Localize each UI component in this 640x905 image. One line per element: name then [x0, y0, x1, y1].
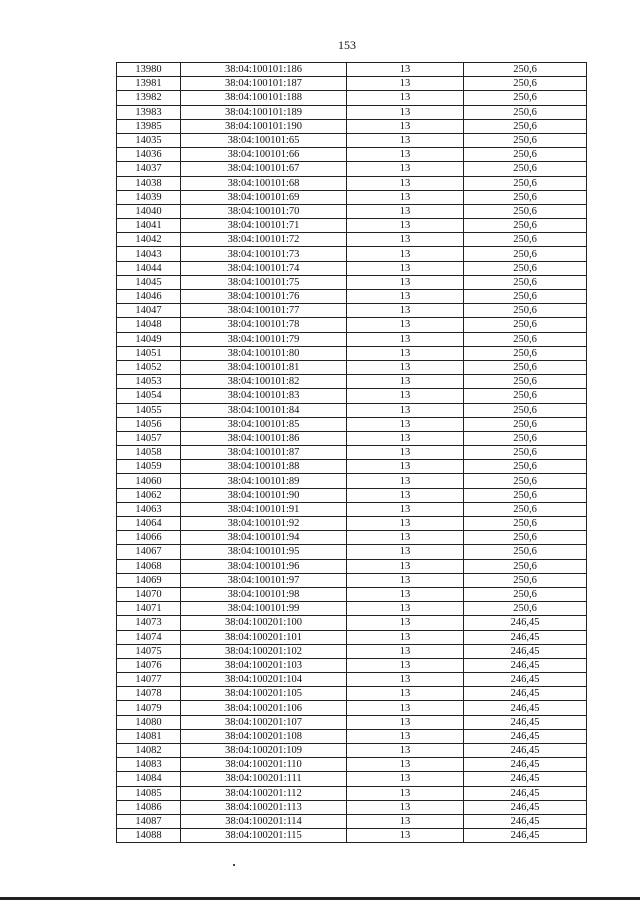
table-row: [117, 502, 587, 516]
table-row: [117, 304, 587, 318]
table-row: [117, 630, 587, 644]
row-id-cell: 14042: [117, 233, 181, 247]
cadastral-number-cell: 38:04:100101:188: [181, 91, 347, 105]
row-id-cell: 13982: [117, 91, 181, 105]
value-cell: 250,6: [464, 545, 587, 559]
row-id-cell: 14039: [117, 190, 181, 204]
code-cell: 13: [347, 701, 464, 715]
row-id-cell: 14085: [117, 786, 181, 800]
cadastral-number-cell: 38:04:100101:99: [181, 602, 347, 616]
row-id-cell: 14044: [117, 261, 181, 275]
table-row: [117, 758, 587, 772]
cadastral-number-cell: 38:04:100201:107: [181, 715, 347, 729]
value-cell: 250,6: [464, 460, 587, 474]
code-cell: 13: [347, 658, 464, 672]
cadastral-number-cell: 38:04:100201:115: [181, 829, 347, 843]
cadastral-number-cell: 38:04:100101:190: [181, 119, 347, 133]
cadastral-number-cell: 38:04:100101:187: [181, 77, 347, 91]
cadastral-number-cell: 38:04:100101:86: [181, 431, 347, 445]
code-cell: 13: [347, 360, 464, 374]
code-cell: 13: [347, 744, 464, 758]
cadastral-number-cell: 38:04:100101:76: [181, 290, 347, 304]
table-row: [117, 587, 587, 601]
table-row: [117, 105, 587, 119]
table-row: [117, 190, 587, 204]
value-cell: 250,6: [464, 573, 587, 587]
code-cell: 13: [347, 644, 464, 658]
table-row: [117, 360, 587, 374]
cadastral-number-cell: 38:04:100101:92: [181, 517, 347, 531]
row-id-cell: 14062: [117, 488, 181, 502]
cadastral-number-cell: 38:04:100201:103: [181, 658, 347, 672]
row-id-cell: 14056: [117, 417, 181, 431]
table-body: [117, 63, 587, 843]
row-id-cell: 14070: [117, 587, 181, 601]
table-row: [117, 77, 587, 91]
row-id-cell: 14079: [117, 701, 181, 715]
code-cell: 13: [347, 148, 464, 162]
code-cell: 13: [347, 63, 464, 77]
cadastral-number-cell: 38:04:100101:66: [181, 148, 347, 162]
value-cell: 246,45: [464, 800, 587, 814]
code-cell: 13: [347, 446, 464, 460]
cadastral-number-cell: 38:04:100201:108: [181, 729, 347, 743]
table-row: [117, 701, 587, 715]
code-cell: 13: [347, 687, 464, 701]
code-cell: 13: [347, 162, 464, 176]
value-cell: 250,6: [464, 133, 587, 147]
table-row: [117, 687, 587, 701]
cadastral-number-cell: 38:04:100201:105: [181, 687, 347, 701]
table-row: [117, 290, 587, 304]
code-cell: 13: [347, 304, 464, 318]
row-id-cell: 14064: [117, 517, 181, 531]
code-cell: 13: [347, 786, 464, 800]
value-cell: 250,6: [464, 176, 587, 190]
value-cell: 250,6: [464, 247, 587, 261]
code-cell: 13: [347, 488, 464, 502]
row-id-cell: 14087: [117, 814, 181, 828]
cadastral-number-cell: 38:04:100101:88: [181, 460, 347, 474]
value-cell: 246,45: [464, 658, 587, 672]
cadastral-number-cell: 38:04:100201:110: [181, 758, 347, 772]
table-row: [117, 63, 587, 77]
value-cell: 250,6: [464, 204, 587, 218]
value-cell: 250,6: [464, 360, 587, 374]
code-cell: 13: [347, 403, 464, 417]
row-id-cell: 14055: [117, 403, 181, 417]
code-cell: 13: [347, 715, 464, 729]
value-cell: 250,6: [464, 517, 587, 531]
table-row: [117, 602, 587, 616]
value-cell: 250,6: [464, 431, 587, 445]
row-id-cell: 14078: [117, 687, 181, 701]
row-id-cell: 14067: [117, 545, 181, 559]
row-id-cell: 14037: [117, 162, 181, 176]
value-cell: 250,6: [464, 318, 587, 332]
table-row: [117, 814, 587, 828]
table-row: [117, 261, 587, 275]
row-id-cell: 14074: [117, 630, 181, 644]
code-cell: 13: [347, 772, 464, 786]
value-cell: 250,6: [464, 403, 587, 417]
row-id-cell: 14054: [117, 389, 181, 403]
code-cell: 13: [347, 190, 464, 204]
cadastral-number-cell: 38:04:100101:98: [181, 587, 347, 601]
row-id-cell: 14052: [117, 360, 181, 374]
cadastral-number-cell: 38:04:100101:70: [181, 204, 347, 218]
row-id-cell: 14051: [117, 346, 181, 360]
table-row: [117, 162, 587, 176]
value-cell: 250,6: [464, 488, 587, 502]
table-row: [117, 786, 587, 800]
value-cell: 250,6: [464, 148, 587, 162]
value-cell: 250,6: [464, 77, 587, 91]
row-id-cell: 14073: [117, 616, 181, 630]
page-number: 153: [338, 38, 356, 52]
cadastral-number-cell: 38:04:100101:67: [181, 162, 347, 176]
value-cell: 250,6: [464, 389, 587, 403]
code-cell: 13: [347, 389, 464, 403]
table-row: [117, 772, 587, 786]
value-cell: 250,6: [464, 105, 587, 119]
cadastral-number-cell: 38:04:100201:109: [181, 744, 347, 758]
value-cell: 250,6: [464, 119, 587, 133]
table-row: [117, 460, 587, 474]
cadastral-number-cell: 38:04:100101:186: [181, 63, 347, 77]
value-cell: 246,45: [464, 758, 587, 772]
code-cell: 13: [347, 247, 464, 261]
row-id-cell: 14060: [117, 474, 181, 488]
row-id-cell: 14082: [117, 744, 181, 758]
value-cell: 250,6: [464, 332, 587, 346]
cadastral-number-cell: 38:04:100201:111: [181, 772, 347, 786]
value-cell: 250,6: [464, 275, 587, 289]
table-row: [117, 744, 587, 758]
code-cell: 13: [347, 290, 464, 304]
table-row: [117, 389, 587, 403]
table-row: [117, 204, 587, 218]
stray-mark: [233, 864, 235, 866]
value-cell: 250,6: [464, 346, 587, 360]
row-id-cell: 14058: [117, 446, 181, 460]
table-row: [117, 545, 587, 559]
cadastral-number-cell: 38:04:100101:79: [181, 332, 347, 346]
cadastral-number-cell: 38:04:100101:69: [181, 190, 347, 204]
code-cell: 13: [347, 133, 464, 147]
code-cell: 13: [347, 517, 464, 531]
cadastral-number-cell: 38:04:100101:90: [181, 488, 347, 502]
value-cell: 246,45: [464, 687, 587, 701]
cadastral-number-cell: 38:04:100101:71: [181, 219, 347, 233]
cadastral-number-cell: 38:04:100101:97: [181, 573, 347, 587]
row-id-cell: 14059: [117, 460, 181, 474]
value-cell: 246,45: [464, 829, 587, 843]
row-id-cell: 14088: [117, 829, 181, 843]
code-cell: 13: [347, 616, 464, 630]
table-row: [117, 673, 587, 687]
code-cell: 13: [347, 814, 464, 828]
code-cell: 13: [347, 630, 464, 644]
table-row: [117, 488, 587, 502]
code-cell: 13: [347, 261, 464, 275]
cadastral-number-cell: 38:04:100201:113: [181, 800, 347, 814]
cadastral-number-cell: 38:04:100101:68: [181, 176, 347, 190]
code-cell: 13: [347, 602, 464, 616]
table-row: [117, 800, 587, 814]
table-row: [117, 403, 587, 417]
row-id-cell: 14063: [117, 502, 181, 516]
table-row: [117, 346, 587, 360]
row-id-cell: 14080: [117, 715, 181, 729]
row-id-cell: 14053: [117, 375, 181, 389]
row-id-cell: 14068: [117, 559, 181, 573]
table-row: [117, 431, 587, 445]
table-row: [117, 446, 587, 460]
code-cell: 13: [347, 460, 464, 474]
value-cell: 246,45: [464, 715, 587, 729]
row-id-cell: 14043: [117, 247, 181, 261]
table-row: [117, 644, 587, 658]
code-cell: 13: [347, 275, 464, 289]
row-id-cell: 14075: [117, 644, 181, 658]
row-id-cell: 14045: [117, 275, 181, 289]
value-cell: 246,45: [464, 630, 587, 644]
row-id-cell: 14066: [117, 531, 181, 545]
value-cell: 250,6: [464, 559, 587, 573]
code-cell: 13: [347, 176, 464, 190]
table-row: [117, 375, 587, 389]
code-cell: 13: [347, 204, 464, 218]
table-row: [117, 658, 587, 672]
table-row: [117, 559, 587, 573]
row-id-cell: 14069: [117, 573, 181, 587]
row-id-cell: 14047: [117, 304, 181, 318]
cadastral-number-cell: 38:04:100201:114: [181, 814, 347, 828]
cadastral-number-cell: 38:04:100101:189: [181, 105, 347, 119]
cadastral-number-cell: 38:04:100101:77: [181, 304, 347, 318]
code-cell: 13: [347, 559, 464, 573]
row-id-cell: 14071: [117, 602, 181, 616]
row-id-cell: 14081: [117, 729, 181, 743]
code-cell: 13: [347, 545, 464, 559]
table-row: [117, 729, 587, 743]
row-id-cell: 14040: [117, 204, 181, 218]
table-row: [117, 616, 587, 630]
row-id-cell: 14084: [117, 772, 181, 786]
code-cell: 13: [347, 91, 464, 105]
code-cell: 13: [347, 119, 464, 133]
row-id-cell: 14077: [117, 673, 181, 687]
cadastral-number-cell: 38:04:100201:112: [181, 786, 347, 800]
value-cell: 250,6: [464, 474, 587, 488]
cadastral-number-cell: 38:04:100101:73: [181, 247, 347, 261]
code-cell: 13: [347, 758, 464, 772]
value-cell: 246,45: [464, 786, 587, 800]
table-row: [117, 219, 587, 233]
cadastral-number-cell: 38:04:100101:85: [181, 417, 347, 431]
value-cell: 250,6: [464, 63, 587, 77]
value-cell: 250,6: [464, 602, 587, 616]
code-cell: 13: [347, 233, 464, 247]
value-cell: 250,6: [464, 233, 587, 247]
value-cell: 246,45: [464, 814, 587, 828]
cadastral-number-cell: 38:04:100101:96: [181, 559, 347, 573]
cadastral-number-cell: 38:04:100201:102: [181, 644, 347, 658]
code-cell: 13: [347, 729, 464, 743]
cadastral-number-cell: 38:04:100101:83: [181, 389, 347, 403]
value-cell: 250,6: [464, 162, 587, 176]
value-cell: 250,6: [464, 290, 587, 304]
value-cell: 250,6: [464, 304, 587, 318]
table-row: [117, 318, 587, 332]
row-id-cell: 14049: [117, 332, 181, 346]
code-cell: 13: [347, 77, 464, 91]
code-cell: 13: [347, 219, 464, 233]
cadastral-number-cell: 38:04:100101:89: [181, 474, 347, 488]
cadastral-number-cell: 38:04:100101:94: [181, 531, 347, 545]
row-id-cell: 14086: [117, 800, 181, 814]
cadastral-number-cell: 38:04:100201:100: [181, 616, 347, 630]
value-cell: 250,6: [464, 91, 587, 105]
row-id-cell: 14046: [117, 290, 181, 304]
table-row: [117, 531, 587, 545]
code-cell: 13: [347, 531, 464, 545]
table-row: [117, 573, 587, 587]
table-row: [117, 474, 587, 488]
table-row: [117, 517, 587, 531]
value-cell: 250,6: [464, 531, 587, 545]
cadastral-number-cell: 38:04:100101:80: [181, 346, 347, 360]
row-id-cell: 14083: [117, 758, 181, 772]
cadastral-number-cell: 38:04:100101:87: [181, 446, 347, 460]
value-cell: 246,45: [464, 729, 587, 743]
code-cell: 13: [347, 431, 464, 445]
code-cell: 13: [347, 800, 464, 814]
code-cell: 13: [347, 375, 464, 389]
cadastral-number-cell: 38:04:100201:101: [181, 630, 347, 644]
table-row: [117, 247, 587, 261]
cadastral-number-cell: 38:04:100101:72: [181, 233, 347, 247]
code-cell: 13: [347, 474, 464, 488]
code-cell: 13: [347, 829, 464, 843]
table-row: [117, 332, 587, 346]
bottom-border: [0, 897, 640, 900]
value-cell: 246,45: [464, 644, 587, 658]
row-id-cell: 13981: [117, 77, 181, 91]
cadastral-number-cell: 38:04:100101:84: [181, 403, 347, 417]
row-id-cell: 13983: [117, 105, 181, 119]
value-cell: 250,6: [464, 417, 587, 431]
row-id-cell: 14036: [117, 148, 181, 162]
table-row: [117, 91, 587, 105]
value-cell: 246,45: [464, 616, 587, 630]
code-cell: 13: [347, 346, 464, 360]
table-row: [117, 119, 587, 133]
code-cell: 13: [347, 587, 464, 601]
value-cell: 246,45: [464, 772, 587, 786]
value-cell: 250,6: [464, 375, 587, 389]
code-cell: 13: [347, 318, 464, 332]
table-row: [117, 715, 587, 729]
code-cell: 13: [347, 502, 464, 516]
code-cell: 13: [347, 417, 464, 431]
cadastral-number-cell: 38:04:100101:75: [181, 275, 347, 289]
code-cell: 13: [347, 105, 464, 119]
value-cell: 250,6: [464, 219, 587, 233]
value-cell: 250,6: [464, 502, 587, 516]
value-cell: 250,6: [464, 587, 587, 601]
table-row: [117, 148, 587, 162]
cadastral-number-cell: 38:04:100101:81: [181, 360, 347, 374]
code-cell: 13: [347, 332, 464, 346]
table-row: [117, 829, 587, 843]
row-id-cell: 14076: [117, 658, 181, 672]
cadastral-number-cell: 38:04:100101:78: [181, 318, 347, 332]
row-id-cell: 14041: [117, 219, 181, 233]
table-row: [117, 233, 587, 247]
value-cell: 250,6: [464, 190, 587, 204]
cadastral-number-cell: 38:04:100101:91: [181, 502, 347, 516]
cadastral-number-cell: 38:04:100101:82: [181, 375, 347, 389]
row-id-cell: 13985: [117, 119, 181, 133]
cadastral-number-cell: 38:04:100101:74: [181, 261, 347, 275]
cadastral-number-cell: 38:04:100201:106: [181, 701, 347, 715]
value-cell: 246,45: [464, 673, 587, 687]
row-id-cell: 14048: [117, 318, 181, 332]
data-table: [116, 62, 587, 843]
row-id-cell: 14057: [117, 431, 181, 445]
value-cell: 250,6: [464, 261, 587, 275]
code-cell: 13: [347, 573, 464, 587]
value-cell: 246,45: [464, 701, 587, 715]
value-cell: 250,6: [464, 446, 587, 460]
cadastral-number-cell: 38:04:100101:65: [181, 133, 347, 147]
code-cell: 13: [347, 673, 464, 687]
table-row: [117, 417, 587, 431]
table-row: [117, 133, 587, 147]
row-id-cell: 14038: [117, 176, 181, 190]
row-id-cell: 14035: [117, 133, 181, 147]
cadastral-number-cell: 38:04:100201:104: [181, 673, 347, 687]
table-row: [117, 275, 587, 289]
cadastral-number-cell: 38:04:100101:95: [181, 545, 347, 559]
value-cell: 246,45: [464, 744, 587, 758]
table-row: [117, 176, 587, 190]
row-id-cell: 13980: [117, 63, 181, 77]
